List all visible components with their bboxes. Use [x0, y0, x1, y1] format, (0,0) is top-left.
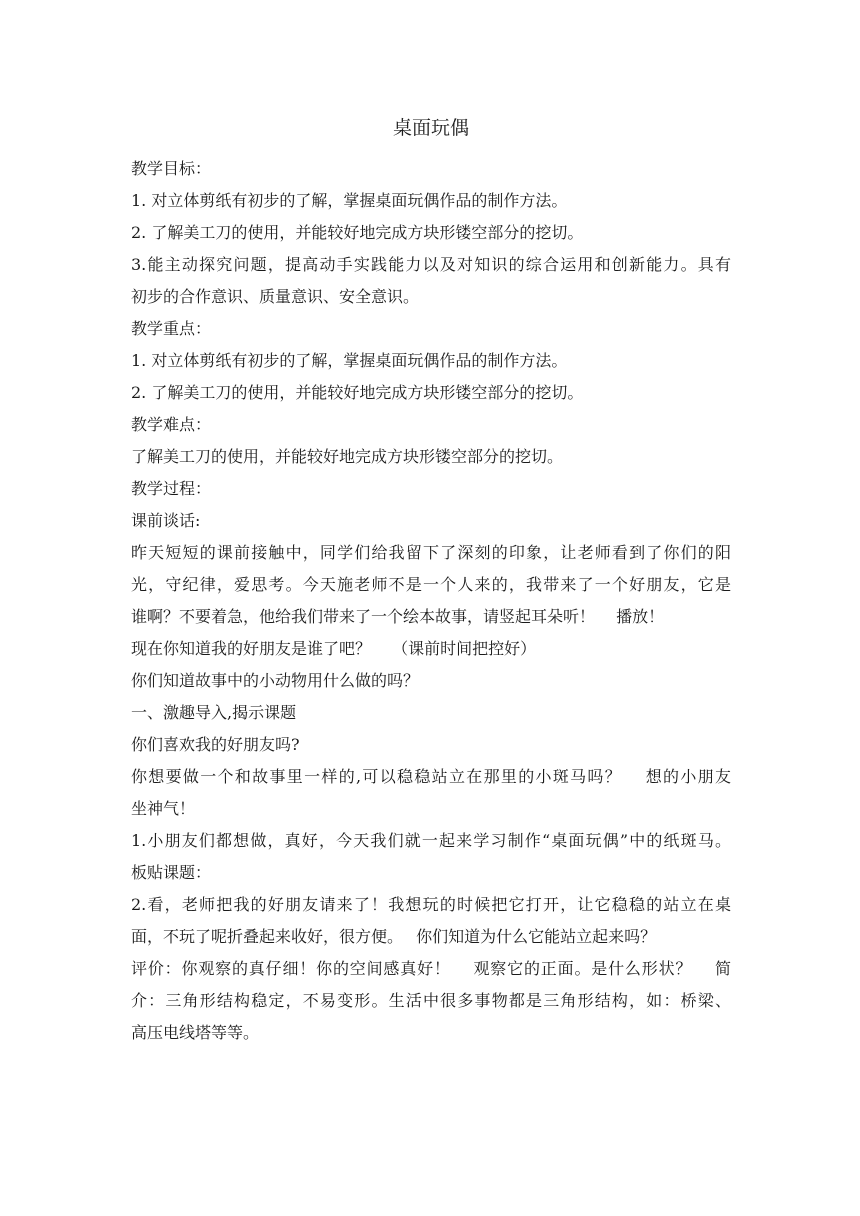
objective-item-3-line-2: 初步的合作意识、质量意识、安全意识。	[131, 287, 420, 306]
difficulty-item: 了解美工刀的使用，并能较好地完成方块形镂空部分的挖切。	[131, 447, 564, 466]
section-heading-objectives: 教学目标：	[131, 159, 212, 178]
paragraph-line: 现在你知道我的好朋友是谁了吧？ （课前时间把控好）	[131, 639, 537, 658]
section-heading-introduction: 一、激趣导入,揭示课题	[131, 703, 297, 722]
objective-item-1: 1. 对立体剪纸有初步的了解，掌握桌面玩偶作品的制作方法。	[131, 191, 568, 210]
paragraph-line: 你们喜欢我的好朋友吗?	[131, 735, 300, 754]
subheading-pre-class-talk: 课前谈话:	[131, 511, 201, 530]
paragraph-line: 你想要做一个和故事里一样的,可以稳稳站立在那里的小斑马吗？ 想的小朋友	[131, 767, 731, 786]
paragraph-line: 1.小朋友们都想做，真好，今天我们就一起来学习制作“桌面玩偶”中的纸斑马。	[131, 831, 731, 850]
paragraph-line: 介：三角形结构稳定，不易变形。生活中很多事物都是三角形结构，如：桥梁、	[131, 991, 731, 1010]
paragraph-line: 评价：你观察的真仔细！你的空间感真好！ 观察它的正面。是什么形状？ 简	[131, 959, 731, 978]
paragraph-line: 你们知道故事中的小动物用什么做的吗？	[131, 671, 420, 690]
paragraph-line: 2.看，老师把我的好朋友请来了！我想玩的时候把它打开，让它稳稳的站立在桌	[131, 895, 731, 914]
objective-item-2: 2. 了解美工刀的使用，并能较好地完成方块形镂空部分的挖切。	[131, 223, 584, 242]
section-heading-process: 教学过程：	[131, 479, 212, 498]
paragraph-line: 光，守纪律，爱思考。今天施老师不是一个人来的，我带来了一个好朋友，它是	[131, 575, 731, 594]
paragraph-line: 高压电线塔等等。	[131, 1023, 260, 1042]
document-body	[131, 153, 731, 1049]
key-point-item-2: 2. 了解美工刀的使用，并能较好地完成方块形镂空部分的挖切。	[131, 383, 584, 402]
objective-item-3-line-1: 3.能主动探究问题，提高动手实践能力以及对知识的综合运用和创新能力。具有	[131, 255, 731, 274]
paragraph-line: 谁啊？不要着急，他给我们带来了一个绘本故事，请竖起耳朵听！ 播放！	[131, 607, 665, 626]
paragraph-line: 板贴课题：	[131, 863, 212, 882]
paragraph-line: 面，不玩了呢折叠起来收好，很方便。 你们知道为什么它能站立起来吗？	[131, 927, 657, 946]
section-heading-difficulties: 教学难点：	[131, 415, 212, 434]
key-point-item-1: 1. 对立体剪纸有初步的了解，掌握桌面玩偶作品的制作方法。	[131, 351, 568, 370]
document-title: 桌面玩偶	[392, 117, 469, 139]
section-heading-key-points: 教学重点：	[131, 319, 212, 338]
paragraph-line: 坐神气！	[131, 799, 196, 818]
paragraph-line: 昨天短短的课前接触中，同学们给我留下了深刻的印象，让老师看到了你们的阳	[131, 543, 731, 562]
